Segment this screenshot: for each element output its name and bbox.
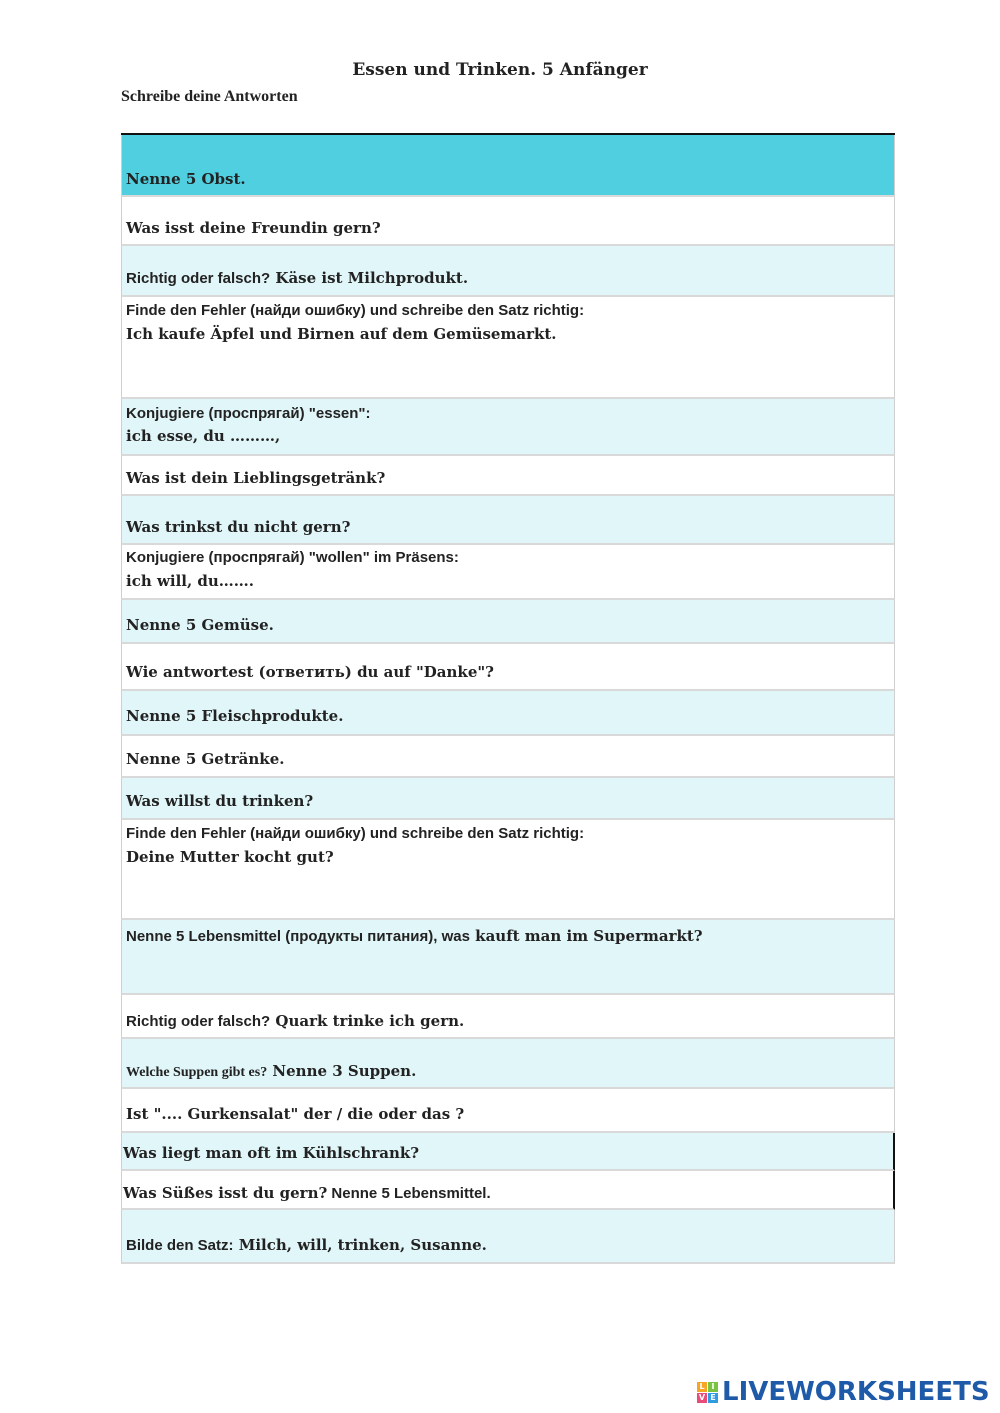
question-text: Was liegt man oft im Kühlschrank? (123, 1144, 420, 1162)
question-text: Was isst deine Freundin gern? (126, 219, 381, 237)
question-row (121, 297, 895, 399)
question-text: Konjugiere (проспрягай) "essen": (126, 405, 371, 422)
question-table (121, 133, 895, 1264)
question-text: Nenne 5 Lebensmittel (продукты питания), was kauft man im Supermarkt? (126, 927, 703, 945)
question-text: Bilde den Satz: Milch, will, trinken, Susanne. (126, 1236, 487, 1254)
question-row (121, 1039, 895, 1089)
question-row (121, 545, 895, 600)
worksheet-instructions: Schreibe deine Antworten (121, 88, 298, 105)
question-row (121, 1210, 895, 1264)
question-row (121, 920, 895, 995)
question-row (121, 1171, 895, 1210)
question-row (121, 1133, 895, 1171)
question-row (121, 399, 895, 456)
logo-mark-letter: E (708, 1393, 718, 1403)
question-row (121, 995, 895, 1039)
question-text: Welche Suppen gibt es? Nenne 3 Suppen. (126, 1062, 417, 1080)
question-text: Finde den Fehler (найди ошибку) und schreibe den Satz richtig: (126, 825, 585, 842)
question-row (121, 644, 895, 691)
question-sentence: ich esse, du ………, (126, 427, 281, 445)
question-text: Nenne 5 Obst. (126, 170, 246, 188)
question-row (121, 736, 895, 778)
question-text: Wie antwortest (ответить) du auf "Danke"? (126, 663, 494, 681)
question-sentence: ich will, du……. (126, 572, 255, 590)
question-row (121, 820, 895, 920)
question-row (121, 600, 895, 644)
logo-mark-letter: L (697, 1382, 707, 1392)
logo-mark-letter: I (708, 1382, 718, 1392)
logo-mark-letter: V (698, 1392, 706, 1402)
question-row (121, 496, 895, 545)
question-text: Nenne 5 Gemüse. (126, 616, 274, 634)
question-sentence: Deine Mutter kocht gut? (126, 848, 334, 866)
question-text: Richtig oder falsch? Quark trinke ich gern. (126, 1012, 465, 1030)
question-text: Konjugiere (проспрягай) "wollen" im Präsens: (126, 549, 459, 566)
question-row (121, 456, 895, 496)
question-text: Was willst du trinken? (126, 792, 314, 810)
question-text: Nenne 5 Getränke. (126, 750, 285, 768)
question-sentence: Ich kaufe Äpfel und Birnen auf dem Gemüsemarkt. (126, 325, 557, 343)
question-row (121, 135, 895, 197)
question-row (121, 778, 895, 820)
question-row (121, 246, 895, 297)
logo-text: LIVEWORKSHEETS (722, 1377, 990, 1407)
logo-mark-icon (697, 1382, 718, 1403)
liveworksheets-logo (697, 1377, 990, 1407)
question-text: Was trinkst du nicht gern? (126, 518, 351, 536)
question-row (121, 691, 895, 736)
question-text: Ist ".... Gurkensalat" der / die oder das ? (126, 1105, 465, 1123)
question-row (121, 197, 895, 246)
question-text: Was ist dein Lieblingsgetränk? (126, 469, 386, 487)
question-text: Finde den Fehler (найди ошибку) und schreibe den Satz richtig: (126, 302, 585, 319)
worksheet-title: Essen und Trinken. 5 Anfänger (352, 60, 648, 80)
question-text: Richtig oder falsch? Käse ist Milchprodukt. (126, 269, 469, 287)
question-text: Nenne 5 Fleischprodukte. (126, 707, 344, 725)
question-row (121, 1089, 895, 1133)
question-text: Was Süßes isst du gern? Nenne 5 Lebensmittel. (123, 1184, 491, 1202)
